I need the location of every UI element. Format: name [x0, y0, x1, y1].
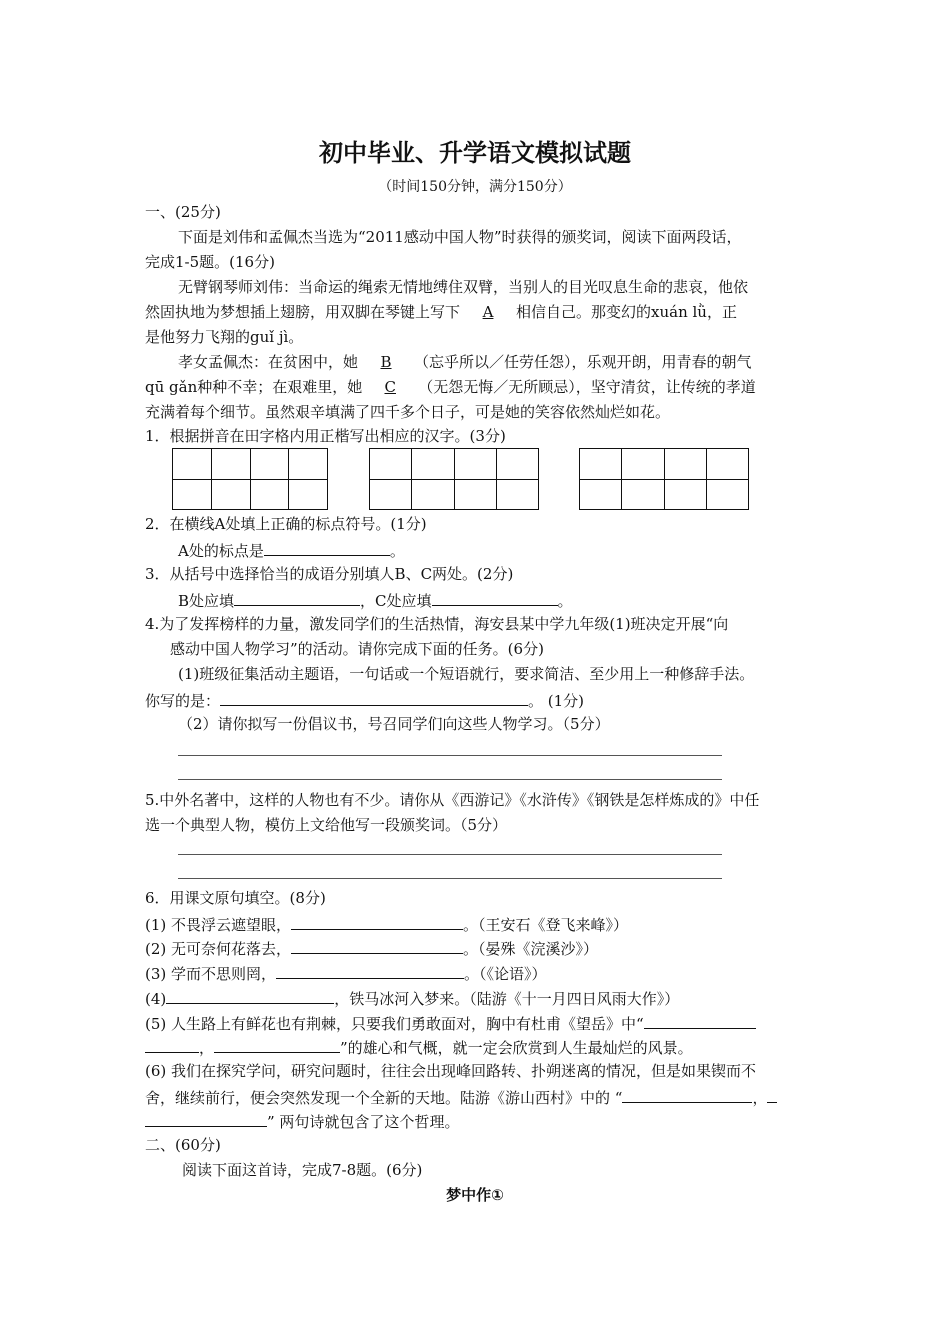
question-4-line-2: 感动中国人物学习”的活动。请你完成下面的任务。(6分) [170, 640, 544, 658]
question-6-1: (1) 不畏浮云遮望眼， 。（王安石《登飞来峰》） [145, 913, 628, 935]
passage2-line-2: qū gǎn种种不幸；在艰难里，她 C （无怨无悔／无所顾忌），坚守清贫，让传统的孝道 [145, 378, 756, 396]
answer-line[interactable] [178, 779, 722, 780]
question-5-line-1: 5.中外名著中，这样的人物也有不少。请你从《西游记》《水浒传》《钢铁是怎样炼成的》中任 [145, 791, 760, 809]
question-6-6-line-2: 舍，继续前行，便会突然发现一个全新的天地。陆游《游山西村》中的 “ ， [145, 1086, 777, 1108]
question-3: 3．从括号中选择恰当的成语分别填人B、C两处。(2分) [145, 565, 514, 583]
question-6-4: (4) ，铁马冰河入梦来。（陆游《十一月四日风雨大作》） [145, 987, 679, 1009]
grid-cell[interactable] [455, 449, 497, 509]
answer-line[interactable] [178, 755, 722, 756]
question-6-2: (2) 无可奈何花落去， 。（晏殊《浣溪沙》） [145, 937, 598, 959]
answer-blank-c[interactable] [432, 589, 558, 606]
grid-cell[interactable] [497, 449, 538, 509]
intro-line-1: 下面是刘伟和孟佩杰当选为“2011感动中国人物”时获得的颁奖词，阅读下面两段话， [178, 228, 742, 246]
section2-heading: 二、(60分) [145, 1136, 221, 1154]
fill-blank[interactable] [644, 1012, 756, 1029]
fill-blank[interactable] [145, 1110, 267, 1127]
fill-blank[interactable] [145, 1036, 199, 1053]
passage1-line-2: 然固执地为梦想插上翅膀，用双脚在琴键上写下 A 相信自己。那变幻的xuán lǜ，正 [145, 303, 737, 321]
question-6-5-line-1: (5) 人生路上有鲜花也有荆棘，只要我们勇敢面对，胸中有杜甫《望岳》中“ [145, 1012, 756, 1034]
fill-blank[interactable] [166, 987, 334, 1004]
blank-b[interactable]: B [380, 353, 392, 371]
grid-cell[interactable] [412, 449, 454, 509]
section2-intro: 阅读下面这首诗，完成7-8题。(6分) [182, 1161, 423, 1179]
fill-blank[interactable] [767, 1086, 777, 1103]
question-4-1-line-2: 你写的是： 。 (1分) [145, 689, 584, 711]
blank-a[interactable]: A [482, 303, 494, 321]
grid-cell[interactable] [370, 449, 412, 509]
grid-cell[interactable] [707, 449, 748, 509]
question-4-1-line-1: (1)班级征集活动主题语，一句话或一个短语就行，要求简洁、至少用上一种修辞手法。 [178, 665, 755, 683]
grid-cell[interactable] [289, 449, 327, 509]
question-6-6-line-1: (6) 我们在探究学问，研究问题时，往往会出现峰回路转、扑朔迷离的情况，但是如果锲而不 [145, 1062, 757, 1080]
grid-cell[interactable] [580, 449, 622, 509]
grid-cell[interactable] [622, 449, 664, 509]
answer-blank[interactable] [264, 539, 390, 556]
grid-cell[interactable] [212, 449, 251, 509]
grid-cell[interactable] [173, 449, 212, 509]
question-6-6-line-3: ” 两句诗就包含了这个哲理。 [145, 1110, 459, 1132]
fill-blank[interactable] [291, 913, 463, 930]
question-1: 1．根据拼音在田字格内用正楷写出相应的汉字。(3分) [145, 427, 506, 445]
passage1-line-3: 是他努力飞翔的guǐ jì。 [145, 328, 304, 346]
tianzige-grid-1[interactable] [172, 448, 328, 510]
intro-line-2: 完成1-5题。(16分) [145, 253, 275, 271]
answer-blank-b[interactable] [234, 589, 360, 606]
question-2-answer: A处的标点是 。 [178, 539, 405, 561]
passage1-line-1: 无臂钢琴师刘伟：当命运的绳索无情地缚住双臂，当别人的目光叹息生命的悲哀，他依 [178, 278, 749, 296]
passage2-line-1: 孝女孟佩杰：在贫困中，她 B （忘乎所以／任劳任怨），乐观开朗，用青春的朝气 [178, 353, 752, 371]
tianzige-grid-3[interactable] [579, 448, 749, 510]
page-title: 初中毕业、升学语文模拟试题 [319, 139, 631, 167]
question-6: 6．用课文原句填空。(8分) [145, 889, 326, 907]
question-4-2: （2）请你拟写一份倡议书，号召同学们向这些人物学习。（5分） [178, 715, 610, 733]
fill-blank[interactable] [291, 937, 463, 954]
blank-c[interactable]: C [384, 378, 396, 396]
slogan-blank[interactable] [220, 689, 528, 706]
question-4-line-1: 4.为了发挥榜样的力量，激发同学们的生活热情，海安县某中学九年级(1)班决定开展“向 [145, 615, 729, 633]
exam-subtitle: （时间150分钟，满分150分） [378, 179, 572, 195]
passage2-line-3: 充满着每个细节。虽然艰辛填满了四千多个日子，可是她的笑容依然灿烂如花。 [145, 403, 671, 421]
answer-line[interactable] [178, 878, 722, 879]
grid-cell[interactable] [665, 449, 707, 509]
fill-blank[interactable] [276, 962, 464, 979]
section1-heading: 一、(25分) [145, 203, 221, 221]
fill-blank[interactable] [622, 1086, 752, 1103]
question-6-3: (3) 学而不思则罔， 。（《论语》） [145, 962, 547, 984]
question-6-5-line-2: ， ”的雄心和气概，就一定会欣赏到人生最灿烂的风景。 [145, 1036, 693, 1058]
tianzige-grid-2[interactable] [369, 448, 539, 510]
answer-line[interactable] [178, 854, 722, 855]
question-2: 2．在横线A处填上正确的标点符号。(1分) [145, 515, 427, 533]
fill-blank[interactable] [214, 1036, 340, 1053]
poem-title: 梦中作① [446, 1186, 504, 1204]
question-3-answer: B处应填 ，C处应填 。 [178, 589, 573, 611]
question-5-line-2: 选一个典型人物，模仿上文给他写一段颁奖词。（5分） [145, 816, 508, 834]
grid-cell[interactable] [251, 449, 290, 509]
